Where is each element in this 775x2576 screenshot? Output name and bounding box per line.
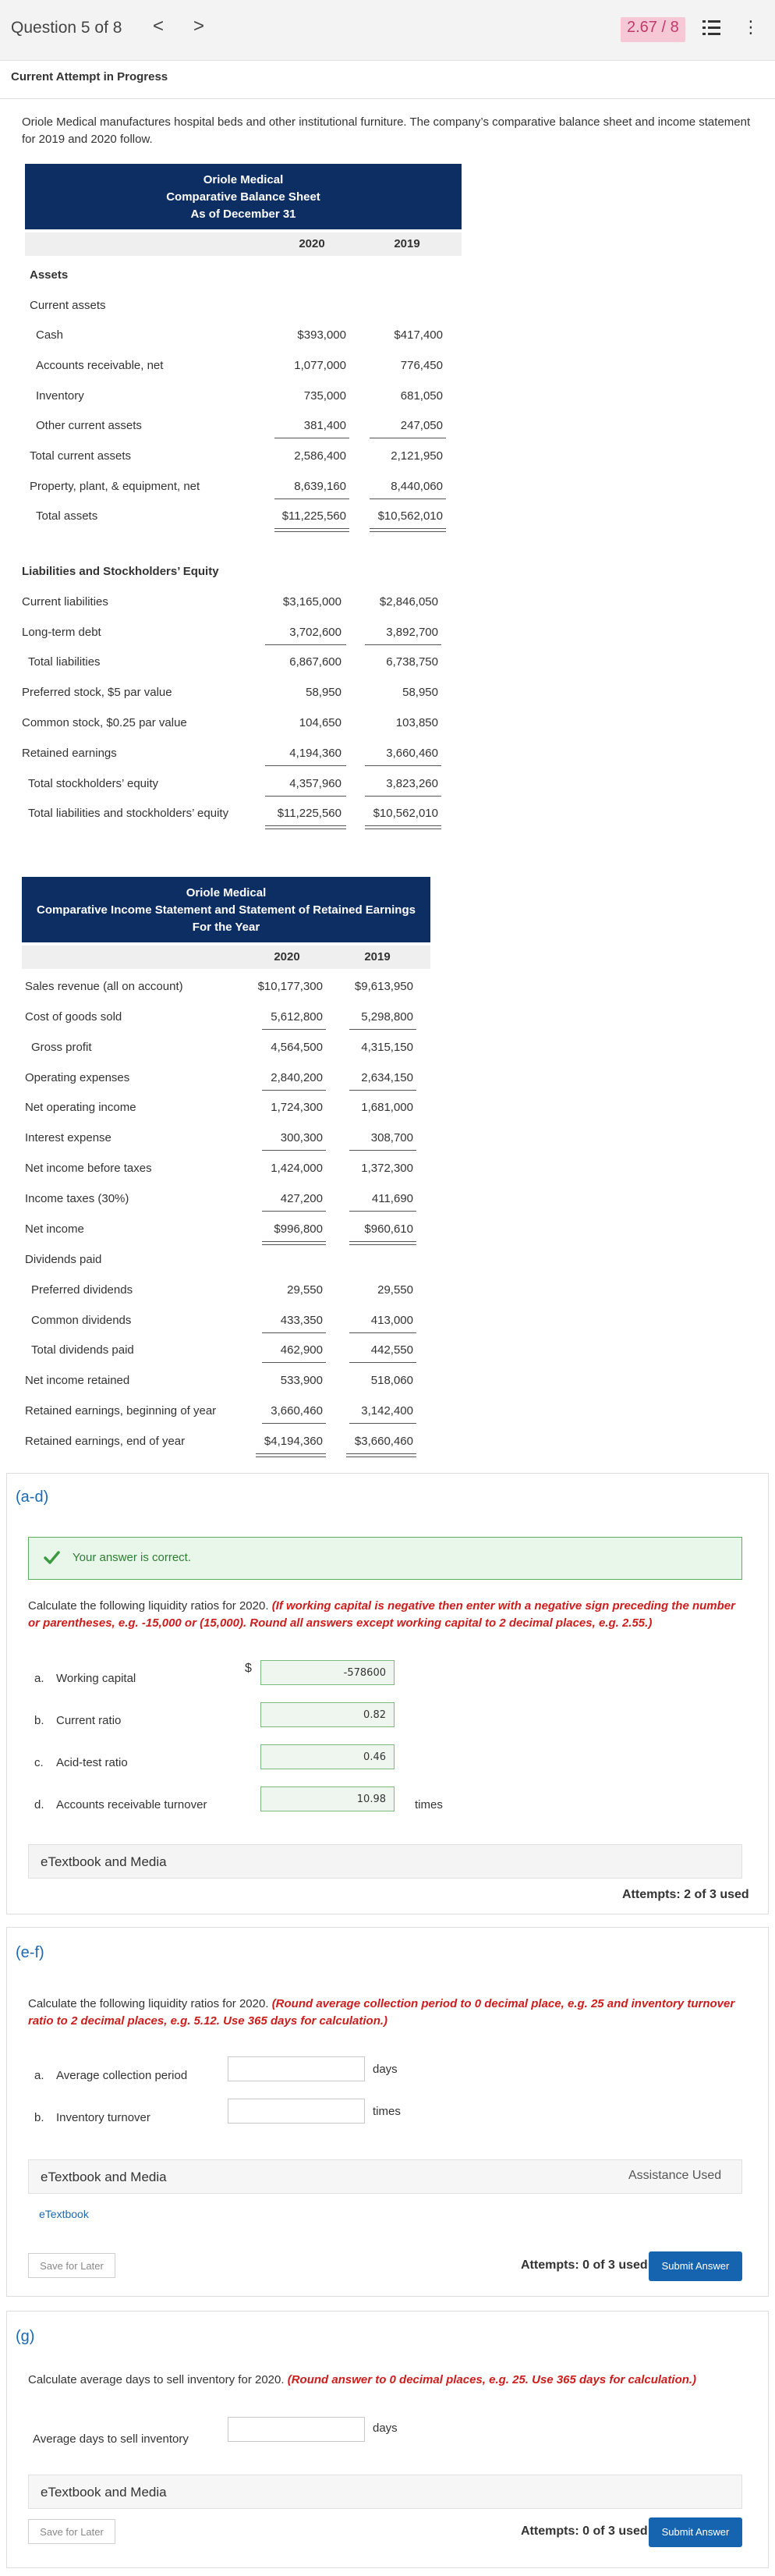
bs-row-2020: 381,400 bbox=[303, 419, 346, 432]
subtotal-rule bbox=[349, 1332, 416, 1333]
is-row-2019: 1,372,300 bbox=[361, 1162, 413, 1175]
is-row-2019: 29,550 bbox=[377, 1283, 413, 1297]
dollar-sign: $ bbox=[245, 1662, 252, 1675]
assets-heading: Assets bbox=[30, 268, 69, 282]
bs-liab-label: Retained earnings bbox=[22, 747, 117, 760]
bs-liab-label: Long-term debt bbox=[22, 626, 101, 639]
avg-collection-period-label: Average collection period bbox=[56, 2069, 188, 2082]
subtotal-rule bbox=[265, 796, 346, 797]
is-row-2019: 308,700 bbox=[370, 1131, 413, 1144]
submit-answer-button[interactable]: Submit Answer bbox=[649, 2251, 742, 2281]
bs-liab-label: Preferred stock, $5 par value bbox=[22, 686, 172, 699]
question-letter: a. bbox=[34, 2069, 44, 2082]
balance-sheet-company: Oriole Medical bbox=[203, 173, 284, 186]
etextbook-media-label: eTextbook and Media bbox=[41, 1854, 167, 1869]
is-row-2020: $10,177,300 bbox=[257, 980, 323, 993]
total-rule bbox=[262, 1244, 326, 1245]
bs-row-2019: 776,450 bbox=[400, 359, 443, 372]
income-statement-period: For the Year bbox=[192, 921, 260, 934]
is-row-2020: $4,194,360 bbox=[264, 1435, 323, 1448]
subtotal-rule bbox=[265, 644, 346, 645]
bs-row-2019: 681,050 bbox=[400, 389, 443, 403]
balance-sheet-date: As of December 31 bbox=[190, 208, 296, 221]
is-row-label: Dividends paid bbox=[25, 1253, 102, 1266]
bs-row-label: Inventory bbox=[36, 389, 84, 403]
total-rule bbox=[274, 531, 349, 532]
bs-liab-2020: 58,950 bbox=[306, 686, 341, 699]
total-rule bbox=[370, 531, 446, 532]
instruction-text: Calculate average days to sell inventory for 2020. bbox=[28, 2373, 285, 2386]
inventory-turnover-label: Inventory turnover bbox=[56, 2111, 150, 2124]
income-statement-title: Comparative Income Statement and Statement of Retained Earnings bbox=[37, 903, 416, 917]
bs-liab-2020: 3,702,600 bbox=[289, 626, 341, 639]
bs-liab-2020: 4,194,360 bbox=[289, 747, 341, 760]
bs-liab-2020: 4,357,960 bbox=[289, 777, 341, 790]
part-g-tag: (g) bbox=[16, 2328, 35, 2345]
subtotal-rule bbox=[349, 1150, 416, 1151]
attempt-title: Current Attempt in Progress bbox=[11, 70, 168, 83]
is-row-2020: 300,300 bbox=[280, 1131, 323, 1144]
avg-days-to-sell-input[interactable] bbox=[228, 2417, 365, 2442]
is-row-2019: 1,681,000 bbox=[361, 1101, 413, 1114]
times-unit: times bbox=[373, 2105, 401, 2118]
total-rule bbox=[370, 528, 446, 529]
is-row-label: Operating expenses bbox=[25, 1071, 130, 1084]
is-row-2019: 5,298,800 bbox=[361, 1010, 413, 1024]
etextbook-media-label: eTextbook and Media bbox=[41, 2170, 167, 2184]
subtotal-rule bbox=[262, 1211, 326, 1212]
bs-liab-2020: $11,225,560 bbox=[277, 807, 341, 820]
question-letter: c. bbox=[34, 1756, 44, 1769]
part-ad-tag: (a-d) bbox=[16, 1488, 49, 1506]
total-rule bbox=[256, 1453, 326, 1454]
is-row-2019: $9,613,950 bbox=[354, 980, 413, 993]
bs-liab-2019: 3,823,260 bbox=[386, 777, 438, 790]
times-unit: times bbox=[415, 1798, 443, 1811]
is-row-label: Retained earnings, end of year bbox=[25, 1435, 186, 1448]
bs-liab-2019: $10,562,010 bbox=[373, 807, 438, 820]
is-row-2019: 411,690 bbox=[371, 1192, 413, 1205]
working-capital-input[interactable]: -578600 bbox=[260, 1660, 395, 1685]
current-ratio-label: Current ratio bbox=[56, 1714, 122, 1727]
total-rule bbox=[262, 1241, 326, 1242]
attempts-counter: Attempts: 2 of 3 used bbox=[622, 1888, 749, 1901]
bs-row-2019: 247,050 bbox=[400, 419, 443, 432]
bs-row-label: Other current assets bbox=[36, 419, 142, 432]
is-row-2019: 3,142,400 bbox=[361, 1404, 413, 1418]
subtotal-rule bbox=[262, 1150, 326, 1151]
is-row-2019: 518,060 bbox=[370, 1374, 413, 1387]
subtotal-rule bbox=[349, 1362, 416, 1363]
current-ratio-input[interactable]: 0.82 bbox=[260, 1702, 395, 1727]
total-rule bbox=[346, 1453, 416, 1454]
is-row-2019: $960,610 bbox=[364, 1222, 413, 1236]
bs-liab-2019: $2,846,050 bbox=[379, 595, 438, 609]
subtotal-rule bbox=[262, 1423, 326, 1424]
bs-row-2019: 2,121,950 bbox=[391, 449, 443, 463]
question-letter: d. bbox=[34, 1798, 44, 1811]
subtotal-rule bbox=[262, 1332, 326, 1333]
bs-row-label: Property, plant, & equipment, net bbox=[30, 480, 200, 493]
avg-days-to-sell-label: Average days to sell inventory bbox=[33, 2432, 189, 2446]
is-row-2020: 1,424,000 bbox=[271, 1162, 323, 1175]
top-bar bbox=[0, 0, 775, 61]
is-row-label: Net income retained bbox=[25, 1374, 130, 1387]
bs-row-2019: 8,440,060 bbox=[391, 480, 443, 493]
attempts-counter: Attempts: 0 of 3 used bbox=[521, 2258, 648, 2272]
is-row-label: Net income before taxes bbox=[25, 1162, 152, 1175]
bs-row-label: Total current assets bbox=[30, 449, 132, 463]
subtotal-rule bbox=[262, 1362, 326, 1363]
save-for-later-button[interactable]: Save for Later bbox=[28, 2253, 115, 2278]
total-rule bbox=[349, 1241, 416, 1242]
subtotal-rule bbox=[349, 1423, 416, 1424]
question-letter: b. bbox=[34, 1714, 44, 1727]
bs-liab-label: Total liabilities bbox=[28, 655, 101, 669]
subtotal-rule bbox=[365, 765, 441, 766]
is-row-2019: $3,660,460 bbox=[354, 1435, 413, 1448]
part-ad-instructions bbox=[28, 1598, 744, 1632]
assistance-used-label: Assistance Used bbox=[628, 2169, 722, 2182]
bs-liab-label: Total liabilities and stockholders’ equity bbox=[28, 807, 229, 820]
days-unit: days bbox=[373, 2063, 398, 2076]
bs-row-label: Total assets bbox=[36, 509, 98, 523]
divider bbox=[0, 98, 775, 99]
correct-answer-message: Your answer is correct. bbox=[73, 1551, 192, 1564]
bs-row-2019: $10,562,010 bbox=[377, 509, 443, 523]
avg-collection-period-input[interactable] bbox=[228, 2056, 365, 2081]
subtotal-rule bbox=[349, 1211, 416, 1212]
working-capital-label: Working capital bbox=[56, 1672, 136, 1685]
acid-test-ratio-input[interactable]: 0.46 bbox=[260, 1744, 395, 1769]
bs-liab-2020: 6,867,600 bbox=[289, 655, 341, 669]
part-g-instructions bbox=[28, 2372, 744, 2389]
income-statement-header bbox=[22, 877, 430, 942]
is-row-2020: 4,564,500 bbox=[271, 1041, 323, 1054]
is-row-label: Cost of goods sold bbox=[25, 1010, 122, 1024]
bs-row-2020: 2,586,400 bbox=[294, 449, 346, 463]
instruction-text: Calculate the following liquidity ratios for 2020. bbox=[28, 1599, 269, 1613]
is-row-2020: 433,350 bbox=[280, 1314, 323, 1327]
etextbook-link[interactable]: eTextbook bbox=[39, 2208, 89, 2220]
acid-test-ratio-label: Acid-test ratio bbox=[56, 1756, 128, 1769]
bs-liab-2019: 6,738,750 bbox=[386, 655, 438, 669]
total-rule bbox=[274, 528, 349, 529]
is-row-2020: 462,900 bbox=[280, 1343, 323, 1357]
is-row-2020: 2,840,200 bbox=[271, 1071, 323, 1084]
instruction-rounding-note: (Round average collection period to 0 decimal place, e.g. 25 and inventory turnover ratio to 2 decimal places, e.g. 5.12. Use 365 days for calculation.) bbox=[28, 1997, 735, 2028]
etextbook-media-bar[interactable] bbox=[28, 2475, 742, 2509]
is-row-2019: 2,634,150 bbox=[361, 1071, 413, 1084]
ar-turnover-input[interactable]: 10.98 bbox=[260, 1787, 395, 1811]
is-row-2020: 533,900 bbox=[280, 1374, 323, 1387]
inventory-turnover-input[interactable] bbox=[228, 2099, 365, 2124]
is-row-label: Gross profit bbox=[31, 1041, 92, 1054]
bs-row-label: Accounts receivable, net bbox=[36, 359, 164, 372]
is-row-label: Interest expense bbox=[25, 1131, 111, 1144]
more-options-icon[interactable]: ⋮ bbox=[742, 17, 759, 37]
liabilities-heading: Liabilities and Stockholders’ Equity bbox=[22, 565, 219, 578]
attempts-counter: Attempts: 0 of 3 used bbox=[521, 2525, 648, 2538]
bs-row-2019: $417,400 bbox=[394, 328, 443, 342]
bs-row-2020: 8,639,160 bbox=[294, 480, 346, 493]
is-year-2019: 2019 bbox=[364, 950, 391, 963]
is-row-2019: 413,000 bbox=[370, 1314, 413, 1327]
balance-sheet-title: Comparative Balance Sheet bbox=[166, 190, 320, 204]
bs-liab-label: Common stock, $0.25 par value bbox=[22, 716, 187, 729]
is-row-label: Sales revenue (all on account) bbox=[25, 980, 183, 993]
bs-row-2020: $393,000 bbox=[297, 328, 346, 342]
current-assets-heading: Current assets bbox=[30, 299, 106, 312]
subtotal-rule bbox=[365, 644, 441, 645]
is-row-2020: 29,550 bbox=[287, 1283, 323, 1297]
ar-turnover-label: Accounts receivable turnover bbox=[56, 1798, 207, 1811]
bs-liab-2019: 58,950 bbox=[402, 686, 438, 699]
bs-liab-2019: 103,850 bbox=[395, 716, 438, 729]
days-unit: days bbox=[373, 2422, 398, 2435]
question-counter: Question 5 of 8 bbox=[11, 19, 122, 37]
question-list-icon[interactable] bbox=[702, 17, 722, 39]
is-year-2020: 2020 bbox=[274, 950, 300, 963]
is-row-2020: 3,660,460 bbox=[271, 1404, 323, 1418]
bs-row-label: Cash bbox=[36, 328, 64, 342]
checkmark-icon bbox=[43, 1549, 60, 1566]
question-letter: a. bbox=[34, 1672, 44, 1685]
subtotal-rule bbox=[349, 1029, 416, 1030]
instruction-rounding-note: (Round answer to 0 decimal places, e.g. 25. Use 365 days for calculation.) bbox=[287, 2373, 697, 2386]
bs-liab-label: Current liabilities bbox=[22, 595, 108, 609]
bs-liab-2019: 3,660,460 bbox=[386, 747, 438, 760]
is-row-2020: $996,800 bbox=[274, 1222, 323, 1236]
subtotal-rule bbox=[365, 796, 441, 797]
submit-answer-button[interactable]: Submit Answer bbox=[649, 2517, 742, 2547]
etextbook-media-bar[interactable] bbox=[28, 1844, 742, 1879]
bs-liab-2019: 3,892,700 bbox=[386, 626, 438, 639]
total-rule bbox=[349, 1244, 416, 1245]
subtotal-rule bbox=[265, 765, 346, 766]
bs-year-2019: 2019 bbox=[394, 237, 420, 250]
is-row-label: Preferred dividends bbox=[31, 1283, 133, 1297]
bs-row-2020: 1,077,000 bbox=[294, 359, 346, 372]
is-row-label: Net income bbox=[25, 1222, 84, 1236]
part-ef-tag: (e-f) bbox=[16, 1944, 44, 1961]
subtotal-rule bbox=[262, 1090, 326, 1091]
is-row-label: Net operating income bbox=[25, 1101, 136, 1114]
total-rule bbox=[265, 825, 346, 826]
instruction-rounding-note: (If working capital is negative then enter with a negative sign preceding the number or parentheses, e.g. -15,000 or (15,000). Round all answers except working capital to 2 decimal places, e.g. 2.55.) bbox=[28, 1599, 735, 1630]
bs-liab-2020: $3,165,000 bbox=[282, 595, 341, 609]
is-row-2020: 5,612,800 bbox=[271, 1010, 323, 1024]
balance-sheet-header bbox=[25, 164, 462, 229]
is-row-2019: 442,550 bbox=[370, 1343, 413, 1357]
bs-year-2020: 2020 bbox=[299, 237, 325, 250]
previous-question-button[interactable]: < bbox=[153, 16, 165, 37]
bs-row-2020: 735,000 bbox=[303, 389, 346, 403]
etextbook-media-label: eTextbook and Media bbox=[41, 2485, 167, 2500]
is-row-2020: 427,200 bbox=[280, 1192, 323, 1205]
question-letter: b. bbox=[34, 2111, 44, 2124]
is-row-label: Total dividends paid bbox=[31, 1343, 134, 1357]
is-row-2020: 1,724,300 bbox=[271, 1101, 323, 1114]
total-rule bbox=[365, 825, 441, 826]
bs-liab-2020: 104,650 bbox=[299, 716, 341, 729]
bs-liab-label: Total stockholders’ equity bbox=[28, 777, 159, 790]
score-badge: 2.67 / 8 bbox=[621, 17, 685, 42]
is-row-label: Common dividends bbox=[31, 1314, 132, 1327]
correct-answer-banner bbox=[28, 1537, 742, 1580]
problem-intro: Oriole Medical manufactures hospital beds and other institutional furniture. The company’s comparative balance sheet and income statement for 2019 and 2020 follow. bbox=[22, 115, 751, 146]
part-ef-instructions bbox=[28, 1996, 744, 2030]
is-row-label: Income taxes (30%) bbox=[25, 1192, 129, 1205]
bs-row-2020: $11,225,560 bbox=[281, 509, 346, 523]
is-row-label: Retained earnings, beginning of year bbox=[25, 1404, 217, 1418]
next-question-button[interactable]: > bbox=[193, 16, 205, 37]
income-statement-company: Oriole Medical bbox=[186, 886, 267, 899]
instruction-text: Calculate the following liquidity ratios for 2020. bbox=[28, 1997, 269, 2010]
save-for-later-button[interactable]: Save for Later bbox=[28, 2519, 115, 2544]
subtotal-rule bbox=[262, 1029, 326, 1030]
subtotal-rule bbox=[349, 1090, 416, 1091]
is-row-2019: 4,315,150 bbox=[361, 1041, 413, 1054]
